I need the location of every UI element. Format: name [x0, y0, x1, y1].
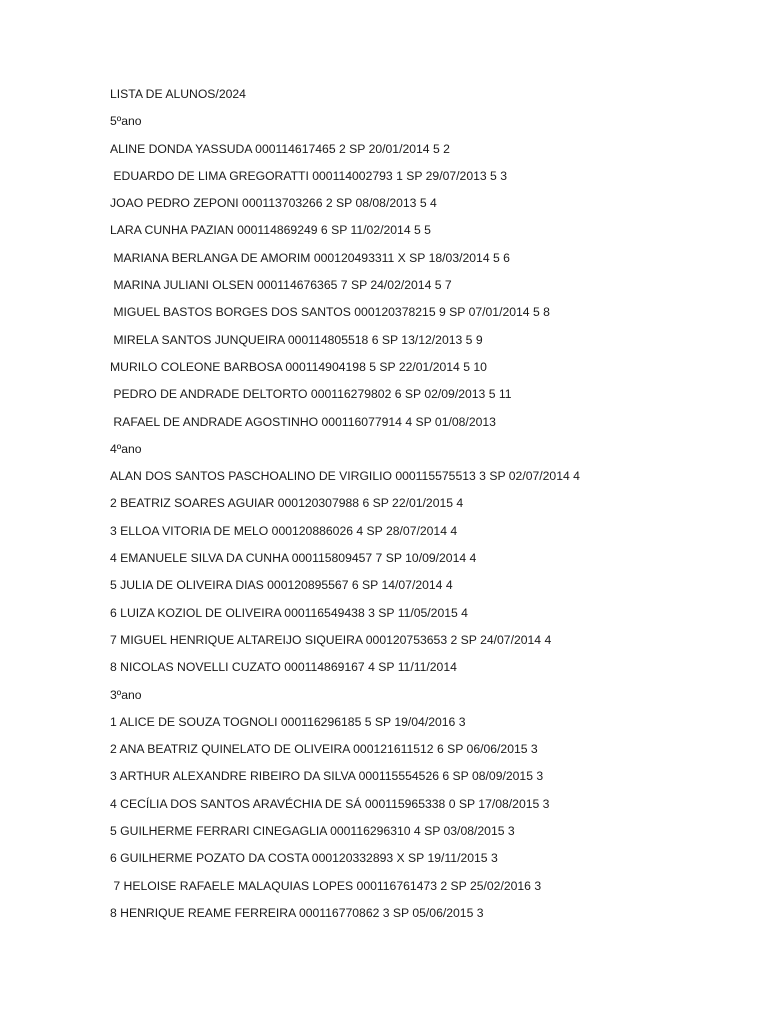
student-line: 5 JULIA DE OLIVEIRA DIAS 000120895567 6 SP 14/07/2014 4	[110, 578, 453, 593]
student-line: 7 HELOISE RAFAELE MALAQUIAS LOPES 000116761473 2 SP 25/02/2016 3	[110, 878, 542, 893]
student-line: 8 NICOLAS NOVELLI CUZATO 000114869167 4 SP 11/11/2014	[110, 660, 457, 675]
student-line: MARIANA BERLANGA DE AMORIM 000120493311 X SP 18/03/2014 5 6	[110, 250, 510, 265]
student-line: 5 GUILHERME FERRARI CINEGAGLIA 000116296310 4 SP 03/08/2015 3	[110, 824, 515, 839]
student-line: PEDRO DE ANDRADE DELTORTO 000116279802 6 SP 02/09/2013 5 11	[110, 387, 512, 402]
student-line: MIRELA SANTOS JUNQUEIRA 000114805518 6 SP 13/12/2013 5 9	[110, 332, 483, 347]
grade-heading-4: 4ºano	[110, 441, 142, 456]
student-line: 8 HENRIQUE REAME FERREIRA 000116770862 3 SP 05/06/2015 3	[110, 905, 484, 920]
student-line: MIGUEL BASTOS BORGES DOS SANTOS 000120378215 9 SP 07/01/2014 5 8	[110, 305, 550, 320]
student-line: 4 EMANUELE SILVA DA CUNHA 000115809457 7 SP 10/09/2014 4	[110, 551, 477, 566]
student-line: LARA CUNHA PAZIAN 000114869249 6 SP 11/02/2014 5 5	[110, 223, 431, 238]
student-line: 6 GUILHERME POZATO DA COSTA 000120332893 X SP 19/11/2015 3	[110, 851, 498, 866]
grade-heading-3: 3ºano	[110, 687, 142, 702]
student-line: ALAN DOS SANTOS PASCHOALINO DE VIRGILIO 000115575513 3 SP 02/07/2014 4	[110, 469, 580, 484]
student-line: MARINA JULIANI OLSEN 000114676365 7 SP 24/02/2014 5 7	[110, 278, 452, 293]
student-line: MURILO COLEONE BARBOSA 000114904198 5 SP 22/01/2014 5 10	[110, 359, 487, 374]
student-line: 4 CECÍLIA DOS SANTOS ARAVÉCHIA DE SÁ 000115965338 0 SP 17/08/2015 3	[110, 796, 550, 811]
student-line: JOAO PEDRO ZEPONI 000113703266 2 SP 08/08/2013 5 4	[110, 196, 437, 211]
student-line: 2 BEATRIZ SOARES AGUIAR 000120307988 6 SP 22/01/2015 4	[110, 496, 464, 511]
student-line: RAFAEL DE ANDRADE AGOSTINHO 000116077914 4 SP 01/08/2013	[110, 414, 496, 429]
document-title: LISTA DE ALUNOS/2024	[110, 87, 246, 101]
student-line: 3 ARTHUR ALEXANDRE RIBEIRO DA SILVA 000115554526 6 SP 08/09/2015 3	[110, 769, 544, 784]
student-list	[110, 86, 750, 932]
grade-heading-5: 5ºano	[110, 114, 142, 129]
student-line: 7 MIGUEL HENRIQUE ALTAREIJO SIQUEIRA 000120753653 2 SP 24/07/2014 4	[110, 632, 552, 647]
student-line: 3 ELLOA VITORIA DE MELO 000120886026 4 SP 28/07/2014 4	[110, 523, 458, 538]
student-line: 6 LUIZA KOZIOL DE OLIVEIRA 000116549438 3 SP 11/05/2015 4	[110, 605, 468, 620]
student-line: EDUARDO DE LIMA GREGORATTI 000114002793 1 SP 29/07/2013 5 3	[110, 168, 507, 183]
student-line: 1 ALICE DE SOUZA TOGNOLI 000116296185 5 SP 19/04/2016 3	[110, 714, 466, 729]
student-line: ALINE DONDA YASSUDA 000114617465 2 SP 20/01/2014 5 2	[110, 141, 450, 156]
student-line: 2 ANA BEATRIZ QUINELATO DE OLIVEIRA 000121611512 6 SP 06/06/2015 3	[110, 742, 538, 757]
